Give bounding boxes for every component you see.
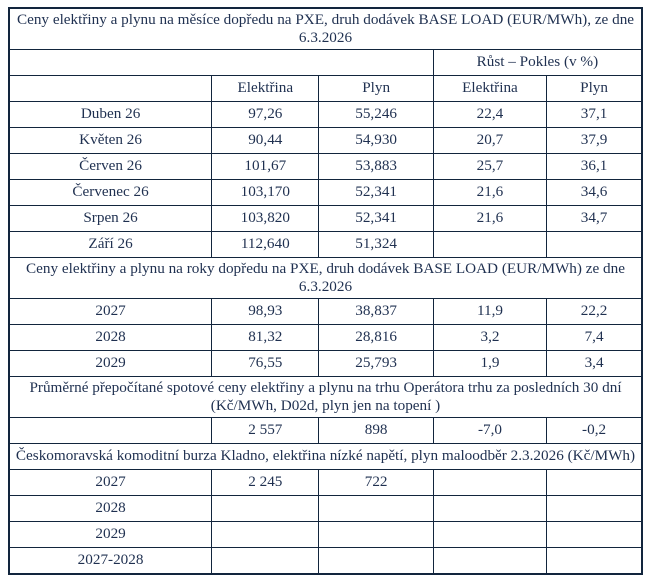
spot-section-banner: Průměrné přepočítané spotové ceny elektřiny a plynu na trhu Operátora trhu za posledních 30 dní (Kč/MWh, D02d, plyn jen na topení ) [9, 376, 642, 417]
cell-growth-electricity [433, 469, 546, 495]
table-row [9, 101, 642, 127]
table-row [9, 153, 642, 179]
table-row [9, 324, 642, 350]
group-header-spacer [9, 49, 433, 75]
cell-growth-electricity: 21,6 [433, 205, 546, 231]
column-header-growth-electricity: Elektřina [433, 75, 546, 101]
row-label: 2027-2028 [9, 547, 212, 574]
cell-gas [319, 547, 433, 574]
cell-electricity: 103,170 [212, 179, 319, 205]
cell-growth-gas [547, 231, 642, 257]
row-label: 2027 [9, 298, 212, 324]
row-label: Srpen 26 [9, 205, 212, 231]
kladno-section-banner: Českomoravská komoditní burza Kladno, elektřina nízké napětí, plyn maloodběr 2.3.2026 (Kč/MWh) [9, 443, 642, 469]
years-section-banner: Ceny elektřiny a plynu na roky dopředu na PXE, druh dodávek BASE LOAD (EUR/MWh) ze dne 6.3.2026 [9, 257, 642, 298]
table-row-spot-banner [9, 376, 642, 417]
table-row [9, 205, 642, 231]
table-row-years-banner [9, 257, 642, 298]
cell-growth-electricity: 1,9 [433, 350, 546, 376]
cell-electricity: 98,93 [212, 298, 319, 324]
energy-price-table [8, 7, 643, 575]
table-row [9, 495, 642, 521]
cell-gas: 52,341 [319, 205, 433, 231]
row-label: 2028 [9, 324, 212, 350]
row-label: Květen 26 [9, 127, 212, 153]
cell-electricity: 76,55 [212, 350, 319, 376]
cell-growth-gas: 22,2 [547, 298, 642, 324]
column-header-electricity: Elektřina [212, 75, 319, 101]
row-label: Červenec 26 [9, 179, 212, 205]
cell-electricity: 90,44 [212, 127, 319, 153]
cell-electricity [212, 547, 319, 574]
cell-growth-gas: 37,1 [547, 101, 642, 127]
cell-growth-gas [547, 469, 642, 495]
cell-gas: 38,837 [319, 298, 433, 324]
cell-gas: 25,793 [319, 350, 433, 376]
cell-electricity [212, 495, 319, 521]
table-row [9, 127, 642, 153]
cell-growth-electricity: 11,9 [433, 298, 546, 324]
growth-group-header: Růst – Pokles (v %) [433, 49, 642, 75]
cell-electricity: 103,820 [212, 205, 319, 231]
cell-gas: 54,930 [319, 127, 433, 153]
cell-growth-gas: 37,9 [547, 127, 642, 153]
row-label: 2029 [9, 350, 212, 376]
cell-electricity: 97,26 [212, 101, 319, 127]
cell-growth-electricity: -7,0 [433, 417, 546, 443]
cell-growth-gas [547, 547, 642, 574]
column-header-label [9, 75, 212, 101]
cell-gas: 52,341 [319, 179, 433, 205]
row-label: 2028 [9, 495, 212, 521]
cell-gas: 898 [319, 417, 433, 443]
cell-growth-gas: 34,7 [547, 205, 642, 231]
cell-growth-electricity [433, 495, 546, 521]
cell-growth-gas: 3,4 [547, 350, 642, 376]
cell-gas: 722 [319, 469, 433, 495]
cell-growth-electricity [433, 547, 546, 574]
spreadsheet-sheet [8, 7, 643, 575]
row-label [9, 417, 212, 443]
cell-electricity: 112,640 [212, 231, 319, 257]
table-row [9, 417, 642, 443]
cell-gas: 55,246 [319, 101, 433, 127]
table-row [9, 298, 642, 324]
cell-gas: 53,883 [319, 153, 433, 179]
cell-growth-gas: 36,1 [547, 153, 642, 179]
row-label: Duben 26 [9, 101, 212, 127]
cell-growth-gas: 34,6 [547, 179, 642, 205]
cell-growth-electricity: 3,2 [433, 324, 546, 350]
cell-gas: 28,816 [319, 324, 433, 350]
cell-growth-electricity: 25,7 [433, 153, 546, 179]
cell-electricity: 2 557 [212, 417, 319, 443]
row-label: Červen 26 [9, 153, 212, 179]
cell-growth-electricity [433, 231, 546, 257]
cell-growth-gas [547, 521, 642, 547]
table-row [9, 521, 642, 547]
cell-growth-electricity: 22,4 [433, 101, 546, 127]
cell-electricity: 81,32 [212, 324, 319, 350]
cell-gas: 51,324 [319, 231, 433, 257]
cell-growth-electricity: 20,7 [433, 127, 546, 153]
cell-electricity: 2 245 [212, 469, 319, 495]
table-row [9, 469, 642, 495]
cell-growth-gas: 7,4 [547, 324, 642, 350]
cell-gas [319, 521, 433, 547]
row-label: 2029 [9, 521, 212, 547]
cell-electricity [212, 521, 319, 547]
table-row-kladno-banner [9, 443, 642, 469]
cell-growth-gas [547, 495, 642, 521]
row-label: Září 26 [9, 231, 212, 257]
column-header-growth-gas: Plyn [547, 75, 642, 101]
table-row [9, 547, 642, 574]
table-row-group-header [9, 49, 642, 75]
table-row [9, 350, 642, 376]
cell-gas [319, 495, 433, 521]
cell-growth-gas: -0,2 [547, 417, 642, 443]
cell-electricity: 101,67 [212, 153, 319, 179]
row-label: 2027 [9, 469, 212, 495]
table-row [9, 231, 642, 257]
cell-growth-electricity: 21,6 [433, 179, 546, 205]
table-row [9, 179, 642, 205]
months-section-banner: Ceny elektřiny a plynu na měsíce dopředu na PXE, druh dodávek BASE LOAD (EUR/MWh), ze dne 6.3.2026 [9, 8, 642, 49]
table-row-column-headers [9, 75, 642, 101]
column-header-gas: Plyn [319, 75, 433, 101]
table-row-months-banner [9, 8, 642, 49]
cell-growth-electricity [433, 521, 546, 547]
